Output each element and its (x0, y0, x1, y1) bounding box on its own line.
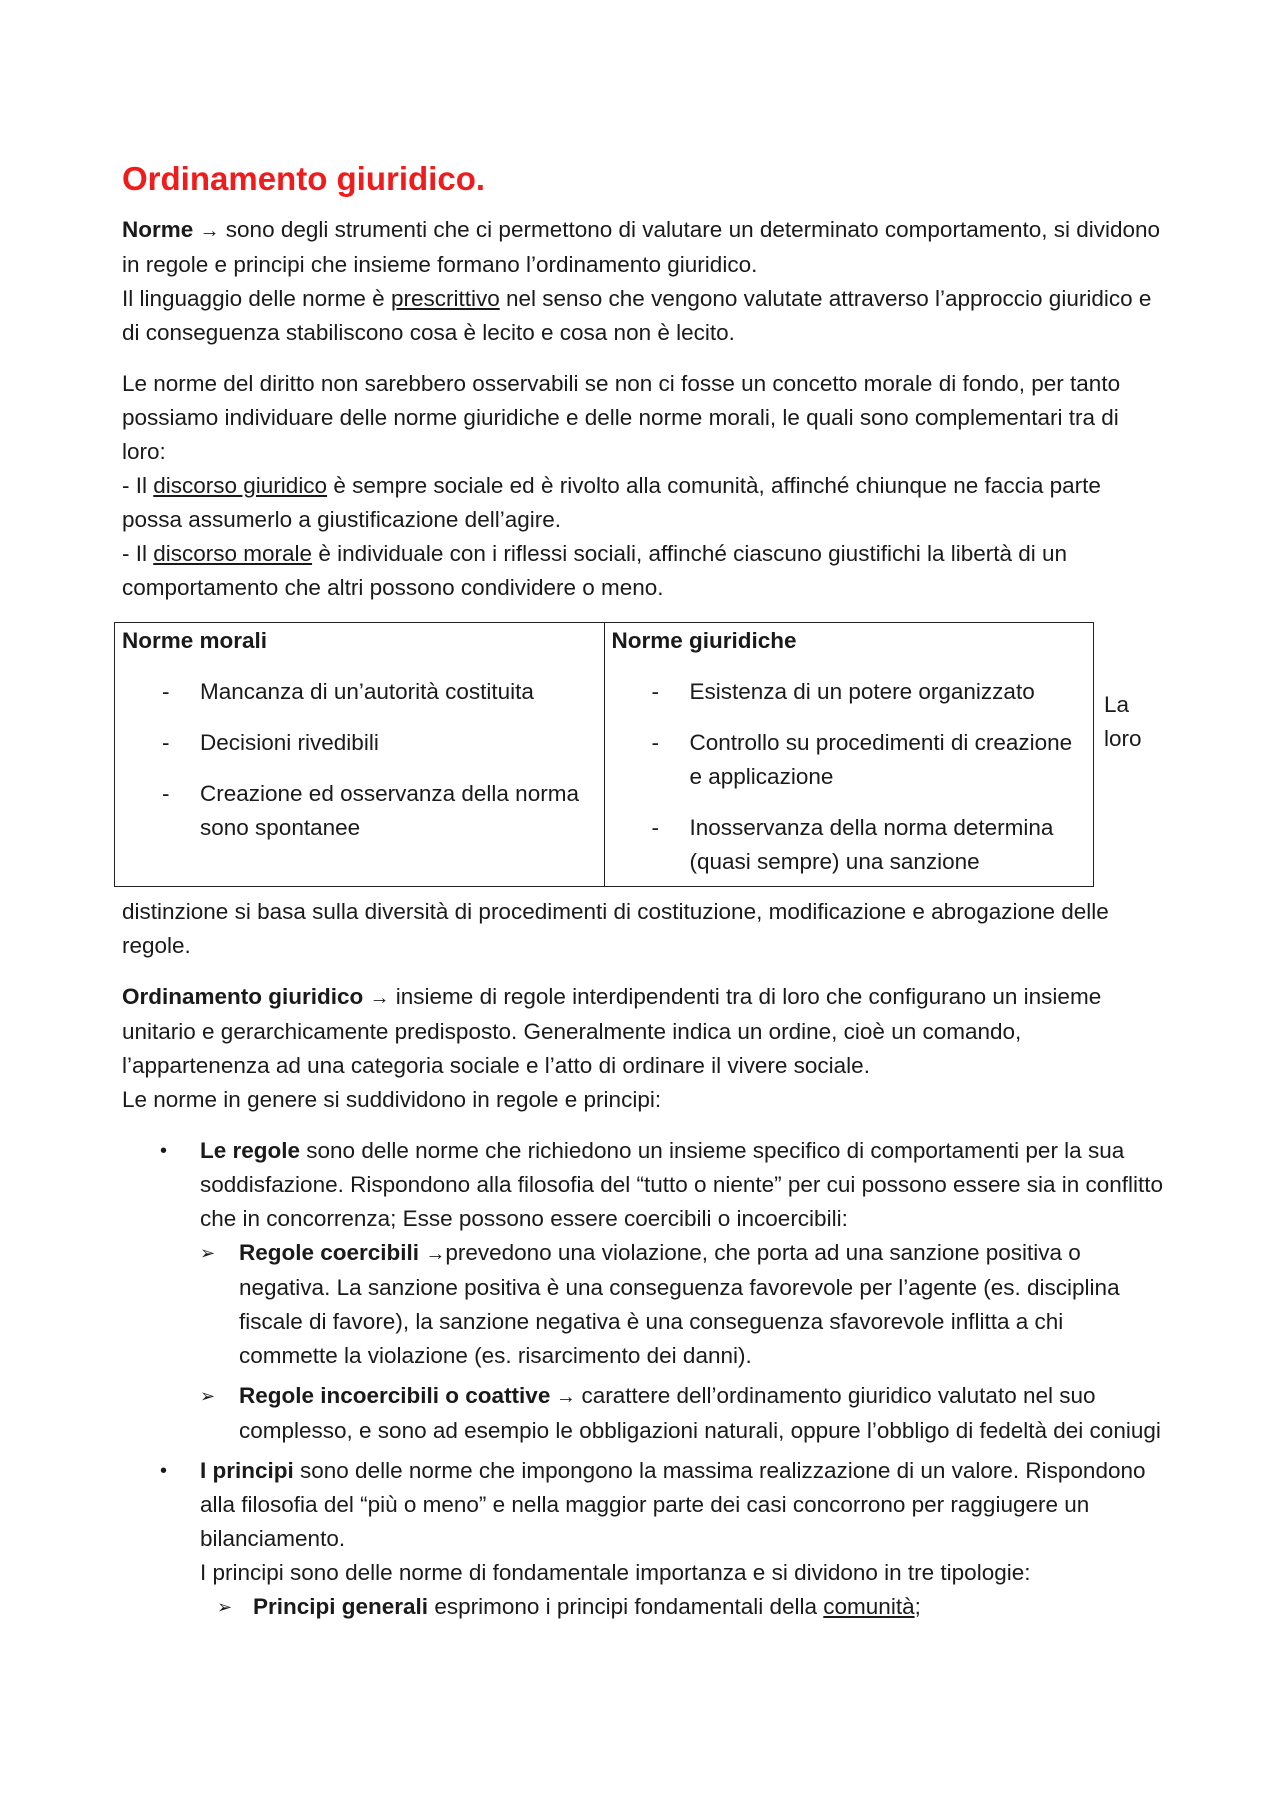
paragraph-norme: Norme → sono degli strumenti che ci permettono di valutare un determinato comportamento, si dividono in regole e principi che insieme formano l’ordinamento giuridico. Il linguaggio delle norme è prescrittivo nel senso che vengono valutate attraverso l’approccio giuridico e di conseguenza stabiliscono cosa è lecito e cosa non è lecito. (122, 217, 1161, 345)
arrow-right-icon: → (369, 987, 390, 1009)
table-cell-norme-morali (115, 623, 605, 887)
list-item-principi: • I principi sono delle norme che impongono la massima realizzazione di un valore. Rispondono alla filosofia del “più o meno” e nella maggior parte dei casi concorrono per raggiugere un bilanciamento. I principi sono delle norme di fondamentale importanza e si dividono in tre tipologie: ➢ Principi generali esprimono i principi fondamentali della comunità; (122, 1454, 1164, 1624)
document-body (122, 155, 1164, 1624)
arrow-right-icon: → (199, 220, 220, 242)
bullet-icon: • (160, 1140, 168, 1162)
list-item-regole-incoercibili: ➢ Regole incoercibili o coattive → carattere dell’ordinamento giuridico valutato nel suo complesso, e sono ad esempio le obbligazioni naturali, oppure l’obbligo di fedeltà dei coniugi (200, 1379, 1164, 1448)
page-title: Ordinamento giuridico. (122, 160, 486, 197)
paragraph-distinzione: distinzione si basa sulla diversità di procedimenti di costituzione, modificazione e abrogazione delle regole. (122, 899, 1109, 958)
term-ordinamento-giuridico: Ordinamento giuridico (122, 984, 364, 1009)
sub-list-regole (200, 1236, 1164, 1448)
list-item-principi-generali: ➢ Principi generali esprimono i principi fondamentali della comunità; (200, 1590, 1164, 1624)
list-item: - Creazione ed osservanza della norma sono spontanee (162, 781, 579, 840)
list-item: - Inosservanza della norma determina (quasi sempre) una sanzione (651, 815, 1054, 874)
comparison-table (114, 622, 1094, 887)
underlined-prescrittivo: prescrittivo (390, 286, 500, 311)
underlined-discorso-morale: discorso morale (153, 541, 313, 566)
side-note-la-loro: La loro (1104, 692, 1142, 751)
arrowhead-bullet-icon: ➢ (200, 1386, 216, 1406)
underlined-discorso-giuridico: discorso giuridico (153, 473, 328, 498)
list-item: - Decisioni rivedibili (162, 730, 379, 755)
comparison-table-wrapper (114, 622, 1164, 887)
list-item: - Controllo su procedimenti di creazione e applicazione (651, 730, 1073, 789)
arrow-right-icon: → (550, 1386, 582, 1408)
arrowhead-bullet-icon: ➢ (200, 1243, 216, 1263)
table-header-norme-morali: Norme morali (122, 628, 268, 653)
list-item: - Esistenza di un potere organizzato (651, 679, 1035, 704)
table-header-norme-giuridiche: Norme giuridiche (611, 628, 797, 653)
arrowhead-bullet-icon: ➢ (217, 1597, 233, 1617)
sub-list-principi (200, 1590, 1164, 1624)
list-item-regole-coercibili: ➢ Regole coercibili →prevedono una violazione, che porta ad una sanzione positiva o negativa. La sanzione positiva è una conseguenza favorevole per l’agente (es. disciplina fiscale di favore), la sanzione negativa è una conseguenza sfavorevole inflitta a chi commette la violazione (es. risarcimento dei danni). (200, 1236, 1164, 1373)
bullet-list (122, 1134, 1164, 1624)
bullet-icon: • (160, 1460, 168, 1482)
arrow-right-icon: → (425, 1243, 446, 1265)
list-item: - Mancanza di un’autorità costituita (162, 679, 534, 704)
paragraph-morale: Le norme del diritto non sarebbero osservabili se non ci fosse un concetto morale di fondo, per tanto possiamo individuare delle norme giuridiche e delle norme morali, le quali sono complementari tra di loro: - Il discorso giuridico è sempre sociale ed è rivolto alla comunità, affinché chiunque ne faccia parte possa assumerlo a giustificazione dell’agire. - Il discorso morale è individuale con i riflessi sociali, affinché ciascuno giustifichi la libertà di un comportamento che altri possono condividere o meno. (122, 371, 1121, 600)
list-item-regole: • Le regole sono delle norme che richiedono un insieme specifico di comportamenti per la sua soddisfazione. Rispondono alla filosofia del “tutto o niente” per cui possono essere sia in conflitto che in concorrenza; Esse possono essere coercibili o incoercibili: ➢ Regole coercibili →prevedono una violazione, che porta ad una sanzione positiva o negativa. La sanzione positiva è una conseguenza favorevole per l’agente (es. disciplina fiscale di favore), la sanzione negativa è una conseguenza sfavorevole inflitta a chi commette la violazione (es. risarcimento dei danni). ➢ Regole incoercibili o coattive → carattere dell’ordinamento giuridico valutato nel suo complesso, e sono ad esempio le obbligazioni naturali, oppure l’obbligo di fedeltà dei coniugi (122, 1134, 1164, 1448)
table-cell-norme-giuridiche (604, 623, 1094, 887)
term-norme: Norme (122, 217, 194, 242)
paragraph-ordinamento: Ordinamento giuridico → insieme di regole interdipendenti tra di loro che configurano un insieme unitario e gerarchicamente predisposto. Generalmente indica un ordine, cioè un comando, l’appartenenza ad una categoria sociale e l’atto di ordinare il vivere sociale. Le norme in genere si suddividono in regole e principi: (122, 984, 1102, 1112)
